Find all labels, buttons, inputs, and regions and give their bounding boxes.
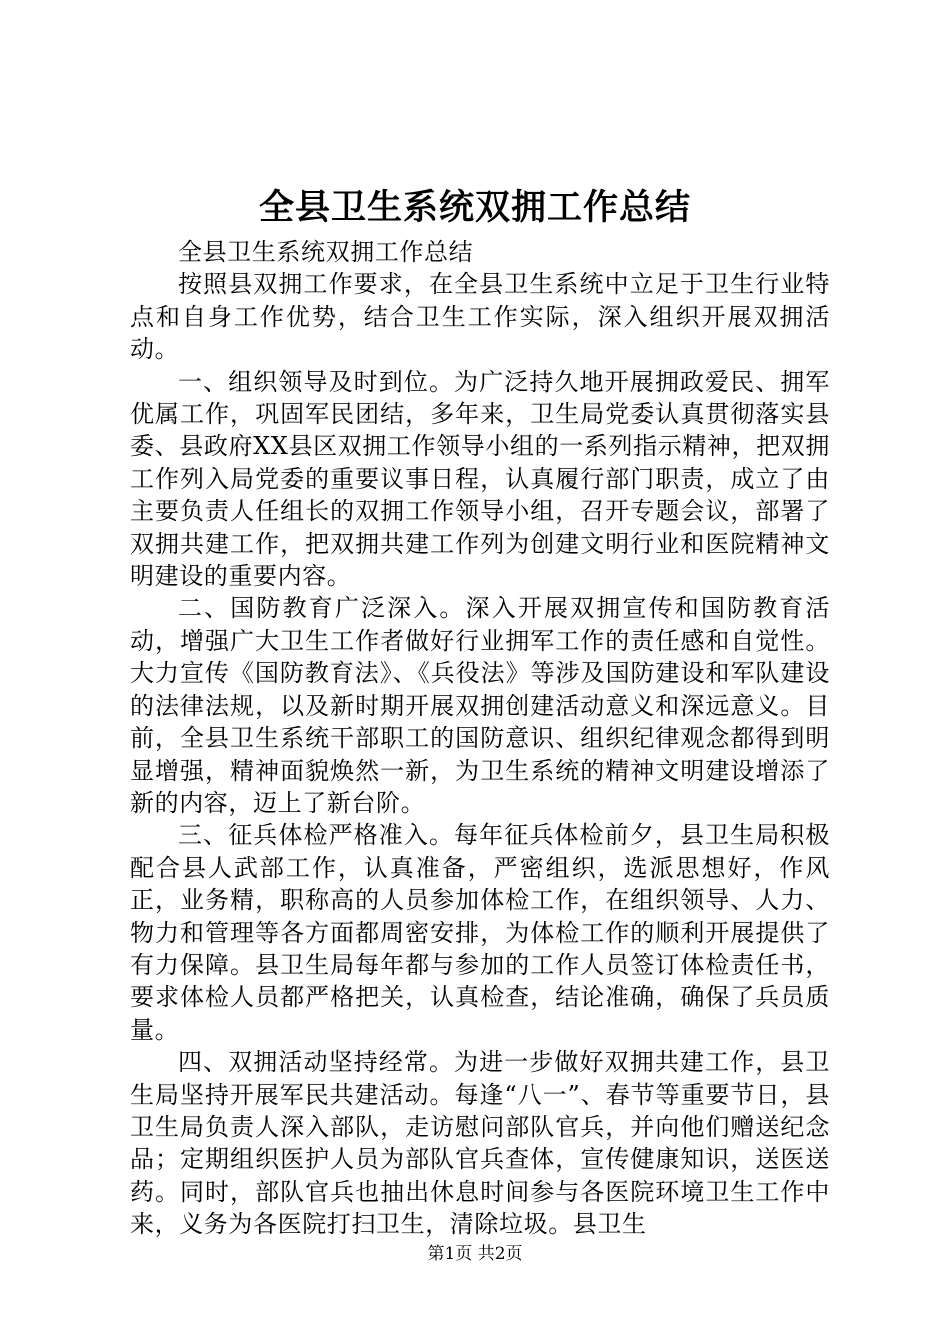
paragraph-section-2: 二、国防教育广泛深入。深入开展双拥宣传和国防教育活动，增强广大卫生工作者做好行业拥军工作的责任感和自觉性。大力宣传《国防教育法》、《兵役法》等涉及国防建设和军队建设的法律法规，以及新时期开展双拥创建活动意义和深远意义。目前，全县卫生系统干部职工的国防意识、组织纪律观念都得到明显增强，精神面貌焕然一新，为卫生系统的精神文明建设增添了新的内容，迈上了新台阶。 <box>130 594 830 817</box>
paragraph-intro: 按照县双拥工作要求，在全县卫生系统中立足于卫生行业特点和自身工作优势，结合卫生工作实际，深入组织开展双拥活动。 <box>130 270 830 364</box>
document-body <box>130 236 830 1241</box>
page-number-footer: 第1页 共2页 <box>427 1244 523 1264</box>
document-title: 全县卫生系统双拥工作总结 <box>258 187 691 228</box>
paragraph-subtitle: 全县卫生系统双拥工作总结 <box>178 238 474 266</box>
paragraph-section-4: 四、双拥活动坚持经常。为进一步做好双拥共建工作，县卫生局坚持开展军民共建活动。每逢“八一”、春节等重要节日，县卫生局负责人深入部队，走访慰问部队官兵，并向他们赠送纪念品；定期组织医护人员为部队官兵查体，宣传健康知识，送医送药。同时，部队官兵也抽出休息时间参与各医院环境卫生工作中来，义务为各医院打扫卫生，清除垃圾。县卫生 <box>130 1048 830 1239</box>
paragraph-section-1: 一、组织领导及时到位。为广泛持久地开展拥政爱民、拥军优属工作，巩固军民团结，多年来，卫生局党委认真贯彻落实县委、县政府XX县区双拥工作领导小组的一系列指示精神，把双拥工作列入局党委的重要议事日程，认真履行部门职责，成立了由主要负责人任组长的双拥工作领导小组，召开专题会议，部署了双拥共建工作，把双拥共建工作列为创建文明行业和医院精神文明建设的重要内容。 <box>130 367 830 591</box>
paragraph-section-3: 三、征兵体检严格准入。每年征兵体检前夕，县卫生局积极配合县人武部工作，认真准备，严密组织，选派思想好，作风正，业务精，职称高的人员参加体检工作，在组织领导、人力、物力和管理等各方面都周密安排，为体检工作的顺利开展提供了有力保障。县卫生局每年都与参加的工作人员签订体检责任书，要求体检人员都严格把关，认真检查，结论准确，确保了兵员质量。 <box>130 821 830 1044</box>
